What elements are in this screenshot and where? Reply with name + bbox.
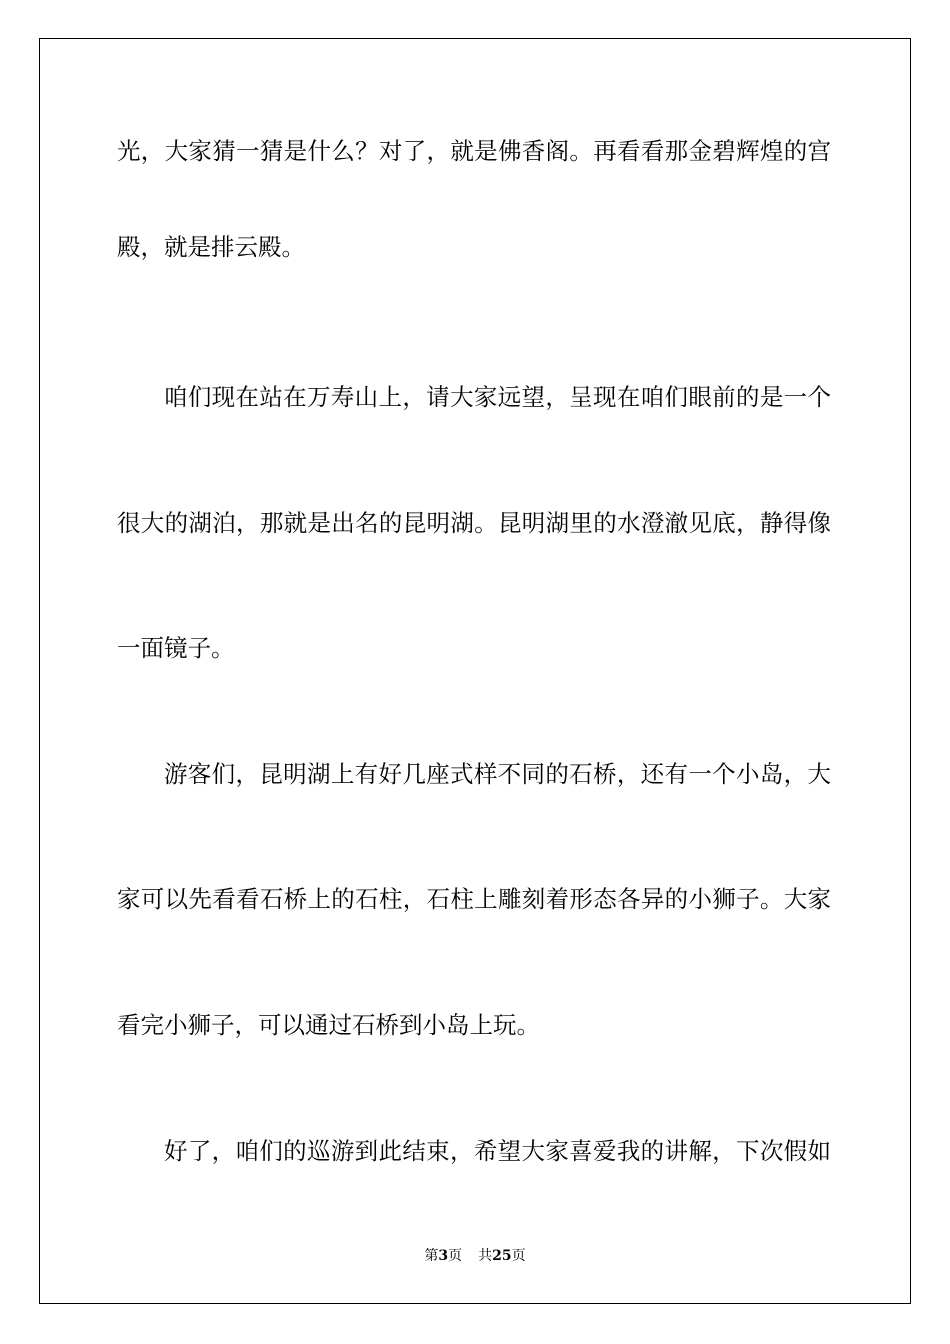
text-line-3: 咱们现在站在万寿山上，请大家远望，呈现在咱们眼前的是一个: [164, 383, 831, 411]
text-line-9: 好了，咱们的巡游到此结束，希望大家喜爱我的讲解，下次假如: [164, 1137, 831, 1165]
page-footer: [0, 1246, 950, 1266]
text-line-8: 看完小狮子，可以通过石桥到小岛上玩。: [117, 1011, 540, 1039]
text-line-5: 一面镜子。: [117, 634, 235, 662]
text-line-7: 家可以先看看石桥上的石柱，石柱上雕刻着形态各异的小狮子。大家: [117, 885, 831, 913]
footer-page-prefix: 第: [424, 1248, 439, 1264]
footer-total-suffix: 页: [511, 1248, 526, 1264]
text-line-2: 殿，就是排云殿。: [117, 233, 305, 261]
footer-total-pages: 25: [492, 1248, 512, 1264]
footer-page-number: 3: [438, 1248, 449, 1264]
footer-total-prefix: 共: [478, 1248, 493, 1264]
text-line-6: 游客们，昆明湖上有好几座式样不同的石桥，还有一个小岛，大: [164, 760, 831, 788]
footer-page-suffix: 页: [448, 1248, 463, 1264]
page-border: [39, 38, 911, 1304]
text-line-1: 光，大家猜一猜是什么？对了，就是佛香阁。再看看那金碧辉煌的宫: [117, 137, 831, 165]
text-line-4: 很大的湖泊，那就是出名的昆明湖。昆明湖里的水澄澈见底，静得像: [117, 509, 831, 537]
